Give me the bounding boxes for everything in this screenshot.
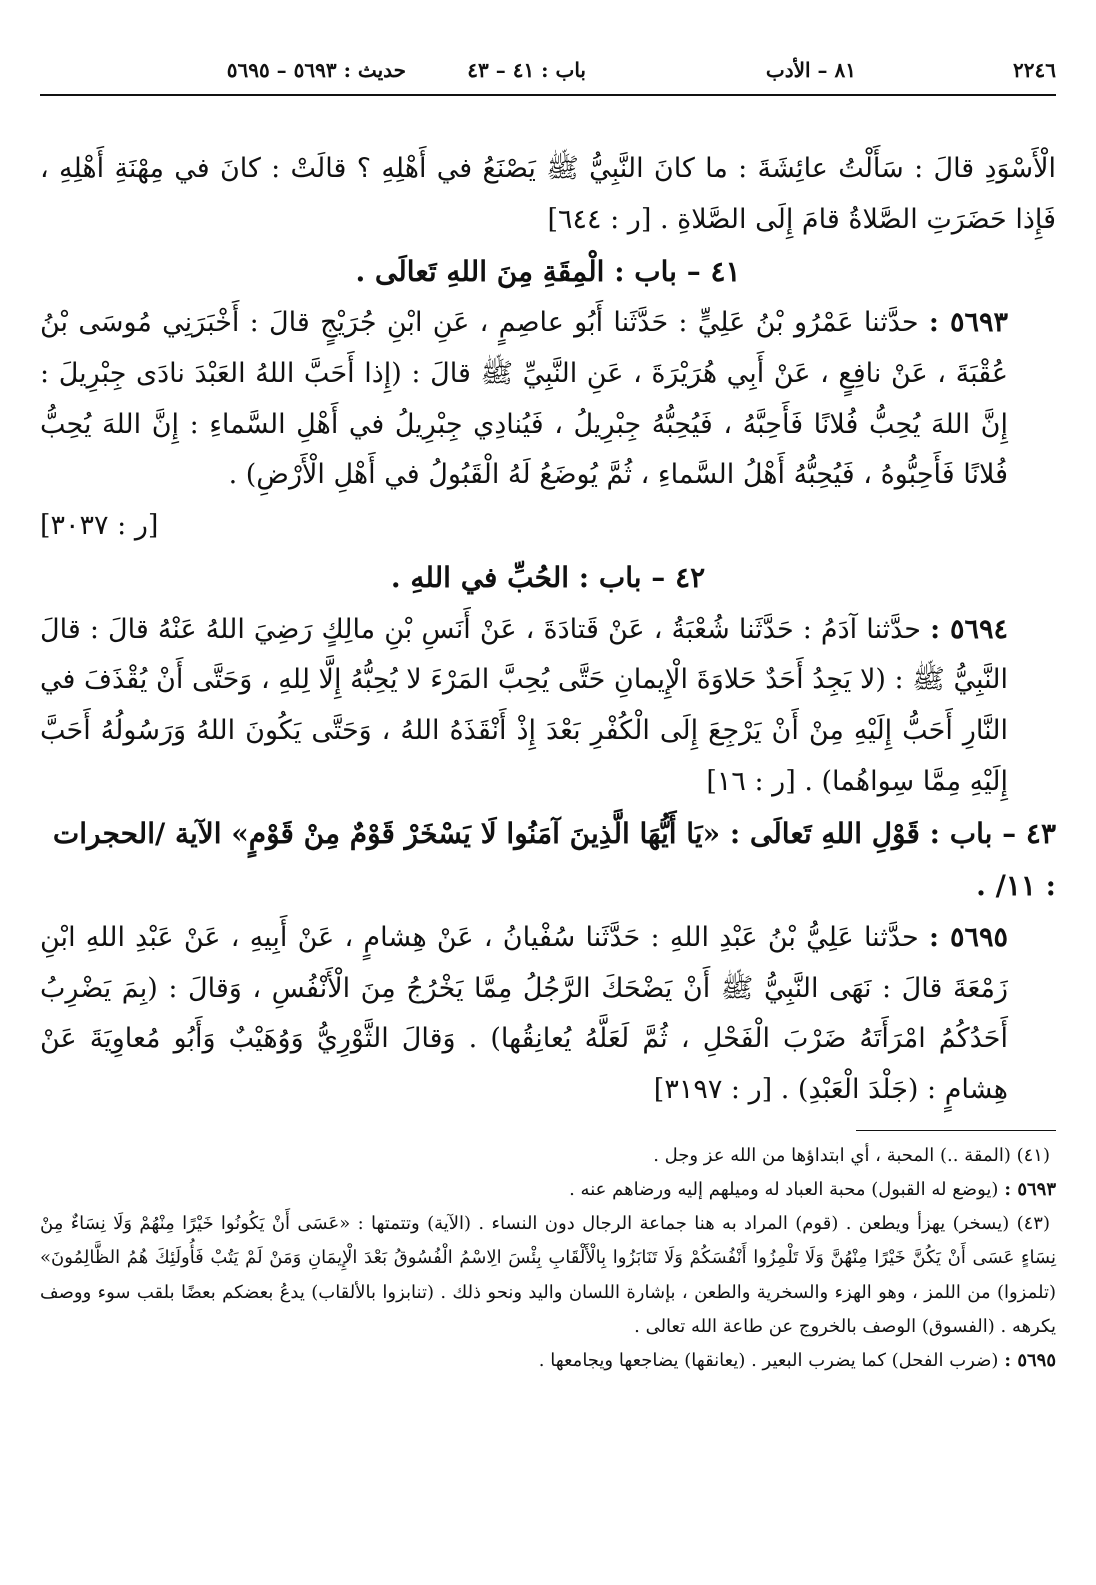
book-title: ٨١ – الأدب: [765, 58, 856, 82]
footnote-41: [40, 1139, 1056, 1173]
footnotes: [40, 1139, 1056, 1378]
footnote-text: (٤٣) (يسخر) يهزأ ويطعن . (قوم) المراد به هنا جماعة الرجال دون النساء . (الآية) وتتمتها : «عَسَى أَنْ يَكُونُوا خَيْرًا مِنْهُمْ وَلَا نِسَاءٌ مِنْ نِسَاءٍ عَسَى أَنْ يَكُنَّ خَيْرًا مِنْهُنَّ وَلَا تَلْمِزُوا أَنْفُسَكُمْ وَلَا تَنَابَزُوا بِالْأَلْقَابِ بِئْسَ الِاسْمُ الْفُسُوقُ بَعْدَ الْإِيمَانِ وَمَنْ لَمْ يَتُبْ فَأُولَئِكَ هُمُ الظَّالِمُونَ» (تلمزوا) من اللمز ، وهو الهزء والسخرية والطعن ، بإشارة اللسان واليد ونحو ذلك . (تنابزوا بالألقاب) يدعُ بعضكم بعضًا بلقب سوء ووصف يكرهه . (الفسوق) الوصف بالخروج عن طاعة الله تعالى .: [40, 1213, 1056, 1337]
footnote-43: [40, 1207, 1056, 1344]
bab43-reference: [ر : ٣١٩٧]: [653, 1074, 773, 1105]
hadith-number: ٥٦٩٥ :: [928, 921, 1008, 953]
footnote-text: (ضرب الفحل) كما يضرب البعير . (يعانقها) يضاجعها ويجامعها .: [538, 1349, 999, 1371]
hadith-5693: [40, 298, 1056, 501]
book-page: [40, 48, 1056, 1548]
footnote-5693: [40, 1173, 1056, 1207]
page-number: ٢٢٤٦: [1013, 58, 1056, 82]
bab41-heading: ٤١ – باب : الْمِقَةِ مِنَ اللهِ تَعالَى .: [355, 254, 741, 288]
hadith-text: حدَّثنا عَمْرُو بْنُ عَلِيٍّ : حَدَّثَنا أَبُو عاصِمٍ ، عَنِ ابْنِ جُرَيْجٍ قالَ : أَخْبَرَنِي مُوسَى بْنُ عُقْبَةَ ، عَنْ نافِعٍ ، عَنْ أَبِي هُرَيْرَةَ ، عَنِ النَّبِيِّ ﷺ قالَ : (إِذا أَحَبَّ اللهُ العَبْدَ نادَى جِبْرِيلَ : إِنَّ اللهَ يُحِبُّ فُلانًا فَأَحِبَّهُ ، فَيُحِبُّهُ جِبْرِيلُ ، فَيُنادِي جِبْرِيلُ في أَهْلِ السَّماءِ : إِنَّ اللهَ يُحِبُّ فُلانًا فَأَحِبُّوهُ ، فَيُحِبُّهُ أَهْلُ السَّماءِ ، ثُمَّ يُوضَعُ لَهُ الْقَبُولُ في أَهْلِ الْأَرْضِ) .: [40, 307, 1008, 491]
intro-text: الْأَسْوَدِ قالَ : سَأَلْتُ عائِشَةَ : ما كانَ النَّبِيُّ ﷺ يَصْنَعُ في أَهْلِهِ ؟ قالَتْ : كانَ في مِهْنَةِ أَهْلِهِ ، فَإِذا حَضَرَتِ الصَّلاةُ قامَ إِلَى الصَّلاةِ .: [40, 153, 1056, 235]
main-text: [40, 144, 1056, 1116]
hadith-5694: [40, 605, 1056, 808]
bab42-heading: ٤٢ – باب : الحُبِّ في اللهِ .: [390, 560, 706, 594]
running-header: [40, 48, 1056, 96]
intro-paragraph: [40, 144, 1056, 246]
bab42-reference: [ر : ١٦]: [706, 765, 796, 797]
bab41-reference: [ر : ٣٠٣٧]: [40, 510, 159, 542]
footnote-number: ٥٦٩٣ :: [1004, 1178, 1056, 1200]
footnote-divider: [856, 1130, 1056, 1131]
hadith-text: حدَّثنا آدَمُ : حَدَّثَنا شُعْبَةُ ، عَنْ قَتادَةَ ، عَنْ أَنَسِ بْنِ مالِكٍ رَضِيَ اللهُ عَنْهُ قالَ : قالَ النَّبِيُّ ﷺ : (لا يَجِدُ أَحَدٌ حَلاوَةَ الْإِيمانِ حَتَّى يُحِبَّ المَرْءَ لا يُحِبُّهُ إِلَّا لِلهِ ، وَحَتَّى أَنْ يُقْذَفَ في النَّارِ أَحَبُّ إِلَيْهِ مِنْ أَنْ يَرْجِعَ إِلَى الْكُفْرِ بَعْدَ إِذْ أَنْقَذَهُ اللهُ ، وَحَتَّى يَكُونَ اللهُ وَرَسُولُهُ أَحَبَّ إِلَيْهِ مِمَّا سِواهُما) .: [40, 613, 1008, 797]
footnote-text: (يوضع له القبول) محبة العباد له وميلهم إليه ورضاهم عنه .: [569, 1178, 999, 1200]
hadith-range: حديث : ٥٦٩٣ – ٥٦٩٥: [226, 58, 406, 82]
intro-reference: [ر : ٦٤٤]: [547, 203, 652, 235]
hadith-number: ٥٦٩٤ :: [930, 613, 1008, 645]
bab43-heading: ٤٣ – باب : قَوْلِ اللهِ تَعالَى : «يَا أَيُّهَا الَّذِينَ آمَنُوا لَا يَسْخَرْ قَوْمٌ مِنْ قَوْمٍ» الآية /الحجرات : ١١/ .: [52, 816, 1056, 903]
footnote-text: (٤١) (المقة ..) المحبة ، أي ابتداؤها من الله عز وجل .: [653, 1144, 1050, 1166]
footnote-number: ٥٦٩٥ :: [1004, 1349, 1056, 1371]
footnote-5695: [40, 1344, 1056, 1378]
hadith-text: حدَّثنا عَلِيُّ بْنُ عَبْدِ اللهِ : حَدَّثَنا سُفْيانُ ، عَنْ هِشامٍ ، عَنْ أَبِيهِ ، عَنْ عَبْدِ اللهِ ابْنِ زَمْعَةَ قالَ : نَهَى النَّبِيُّ ﷺ أَنْ يَضْحَكَ الرَّجُلُ مِمَّا يَخْرُجُ مِنَ الْأَنْفُسِ ، وَقالَ : (بِمَ يَضْرِبُ أَحَدُكُمُ امْرَأَتَهُ ضَرْبَ الْفَحْلِ ، ثُمَّ لَعَلَّهُ يُعانِقُها) . وَقالَ الثَّوْرِيُّ وَوُهَيْبٌ وَأَبُو مُعاوِيَةَ عَنْ هِشامٍ : (جَلْدَ الْعَبْدِ) .: [40, 921, 1008, 1105]
hadith-number: ٥٦٩٣ :: [928, 307, 1008, 339]
hadith-5695: [40, 913, 1056, 1116]
bab-range: باب : ٤١ – ٤٣: [467, 58, 586, 82]
